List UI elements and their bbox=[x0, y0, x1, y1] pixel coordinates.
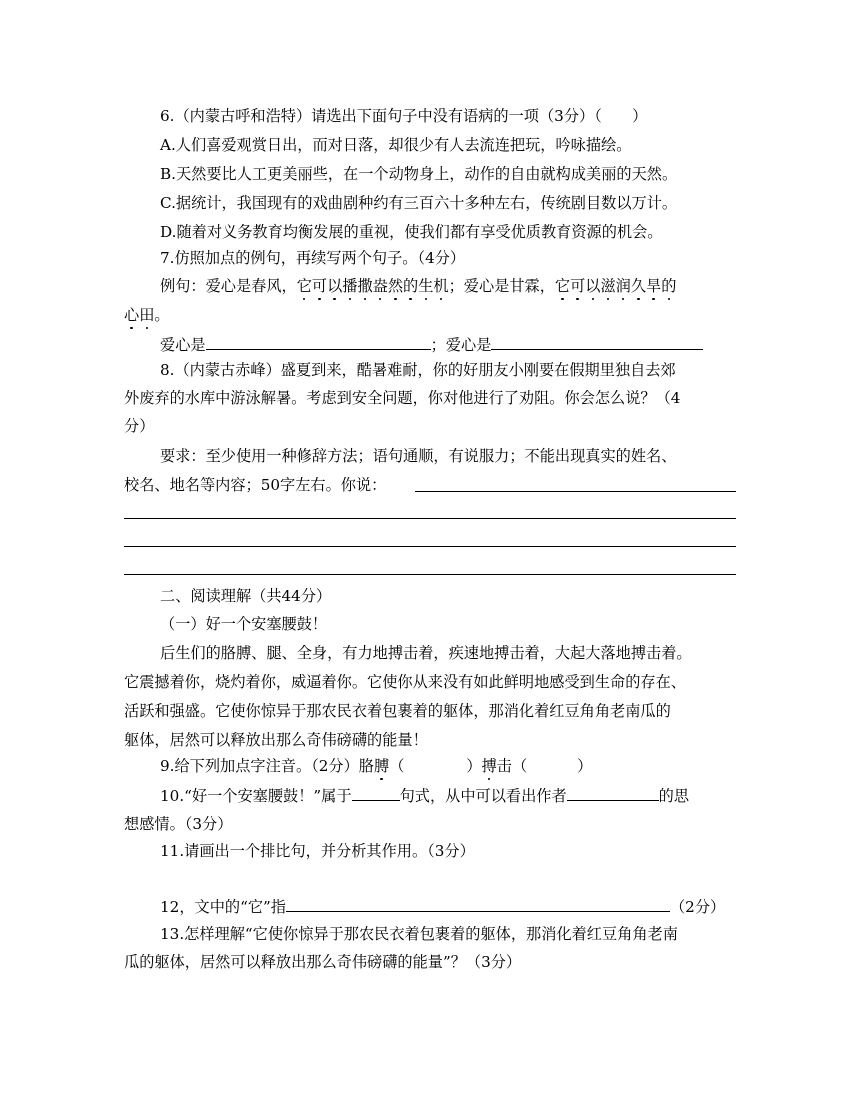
passage-line1: 后生们的胳膊、腿、全身，有力地搏击着，疾速地搏击着，大起大落地搏击着。 bbox=[160, 644, 692, 662]
q6-option-d: D.随着对义务教育均衡发展的重视，使我们都有享受优质教育资源的机会。 bbox=[160, 223, 663, 241]
q8-answer-line-3[interactable] bbox=[124, 546, 736, 547]
q7-example-prefix: 例句：爱心是春风， bbox=[160, 277, 297, 295]
q8-answer-line-4[interactable] bbox=[124, 574, 736, 575]
dotted-char: 生 bbox=[418, 277, 434, 295]
q7-dotted-phrase-1 bbox=[297, 277, 449, 295]
q9-line bbox=[160, 756, 736, 776]
dotted-char: 旱 bbox=[646, 277, 662, 295]
q7-answer-blank-1[interactable] bbox=[206, 334, 431, 350]
q10-blank-1[interactable] bbox=[352, 785, 400, 801]
q10-blank-2[interactable] bbox=[567, 785, 659, 801]
dotted-char: 它 bbox=[554, 277, 571, 295]
q9-prefix: 9.给下列加点字注音。（2分）胳 bbox=[160, 757, 374, 775]
dotted-char: 以 bbox=[585, 277, 601, 295]
q10-part-a: 10.“好一个安塞腰鼓！”属于 bbox=[160, 787, 352, 805]
section2-title: 二、阅读理解（共44分） bbox=[160, 587, 332, 605]
q11-stem: 11.请画出一个排比句，并分析其作用。（3分） bbox=[160, 842, 475, 860]
q6-option-c: C.据统计，我国现有的戏曲剧种约有三百六十多种左右，传统剧目数以万计。 bbox=[160, 194, 678, 212]
dotted-char: 以 bbox=[327, 277, 343, 295]
q13-line2: 瓜的躯体，居然可以释放出那么奇伟磅礴的能量”？（3分） bbox=[124, 953, 522, 971]
dotted-char: 然 bbox=[387, 277, 403, 295]
dotted-char: 可 bbox=[570, 277, 586, 295]
dotted-char: 盎 bbox=[372, 277, 388, 295]
q8-stem-line1: 8.（内蒙古赤峰）盛夏到来，酷暑难耐，你的好朋友小刚要在假期里独自去郊 bbox=[160, 361, 676, 379]
q12-answer-blank[interactable] bbox=[286, 896, 670, 912]
q9-paren-open: （ bbox=[389, 757, 405, 775]
dotted-char: 的 bbox=[403, 277, 419, 295]
passage-line3: 活跃和强盛。它使你惊异于那农民衣着包裹着的躯体，那消化着红豆角角老南瓜的 bbox=[124, 702, 671, 720]
q10-part-b: 句式，从中可以看出作者 bbox=[399, 787, 567, 805]
q10-part-c: 的思 bbox=[658, 787, 689, 805]
q7-answer-label-2: ；爱心是 bbox=[430, 336, 492, 354]
q7-example-line1 bbox=[160, 276, 736, 296]
q7-answer-label-1: 爱心是 bbox=[160, 336, 206, 354]
dotted-char: 可 bbox=[311, 277, 328, 295]
q12-line bbox=[160, 896, 736, 917]
q7-example-end: 。 bbox=[154, 306, 170, 324]
q8-answer-line-2[interactable] bbox=[124, 518, 736, 519]
dotted-char: 它 bbox=[296, 277, 312, 295]
q9-dotted-char-1: 膊 bbox=[374, 757, 390, 775]
q6-option-a: A.人们喜爱观赏日出，而对日落，却很少有人去流连把玩，吟咏描绘。 bbox=[160, 136, 632, 154]
q10-line1 bbox=[160, 785, 736, 806]
q9-end: ） bbox=[577, 757, 593, 775]
q7-stem: 7.仿照加点的例句，再续写两个句子。（4分） bbox=[160, 249, 466, 267]
q7-example-line2 bbox=[124, 305, 736, 325]
q9-word2-rest: 击（ bbox=[496, 757, 528, 775]
passage-line4: 躯体，居然可以释放出那么奇伟磅礴的能量！ bbox=[124, 731, 428, 749]
q12-score: （2分） bbox=[669, 898, 726, 916]
q10-line2: 想感情。（3分） bbox=[124, 815, 233, 833]
q7-dotted-phrase-2a bbox=[555, 277, 677, 295]
passage-line2: 它震撼着你，烧灼着你，威逼着你。它使你从来没有如此鲜明地感受到生命的存在、 bbox=[124, 673, 686, 691]
q8-requirement-line2 bbox=[124, 475, 736, 495]
q8-stem-line2: 外废弃的水库中游泳解暑。考虑到安全问题，你对他进行了劝阻。你会怎么说？（4 bbox=[124, 389, 681, 407]
dotted-char: 播 bbox=[342, 277, 358, 295]
q7-dotted-phrase-2b bbox=[124, 306, 154, 324]
dotted-char: 滋 bbox=[600, 277, 616, 295]
q9-paren-close: ） bbox=[466, 757, 482, 775]
q13-line1: 13.怎样理解“它使你惊异于那农民衣着包裹着的躯体，那消化着红豆角角老南 bbox=[160, 925, 678, 943]
q7-answer-line bbox=[160, 334, 736, 355]
q6-stem: 6.（内蒙古呼和浩特）请选出下面句子中没有语病的一项（3分）（ ） bbox=[160, 107, 648, 125]
q8-you-say-label: 校名、地名等内容；50字左右。你说： bbox=[124, 476, 387, 494]
q8-answer-blank-1[interactable] bbox=[415, 476, 736, 492]
q12-prefix: 12，文中的“它”指 bbox=[160, 898, 286, 916]
q8-requirement-line1: 要求：至少使用一种修辞方法；语句通顺，有说服力；不能出现真实的姓名、 bbox=[160, 447, 677, 465]
dotted-char: 心 bbox=[124, 306, 140, 324]
q8-stem-line3: 分） bbox=[124, 417, 155, 435]
q7-answer-blank-2[interactable] bbox=[491, 334, 703, 350]
dotted-char: 久 bbox=[630, 277, 646, 295]
dotted-char: 机 bbox=[433, 277, 449, 295]
q6-option-b: B.天然要比人工更美丽些，在一个动物身上，动作的自由就构成美丽的天然。 bbox=[160, 165, 678, 183]
q7-example-mid: ；爱心是甘霖， bbox=[448, 277, 555, 295]
dotted-char: 田 bbox=[139, 306, 155, 324]
dotted-char: 润 bbox=[615, 277, 631, 295]
dotted-char: 撒 bbox=[357, 277, 373, 295]
passage-title: （一）好一个安塞腰鼓！ bbox=[160, 615, 328, 633]
dotted-char: 的 bbox=[661, 277, 677, 295]
q9-dotted-char-2: 搏 bbox=[481, 757, 497, 775]
